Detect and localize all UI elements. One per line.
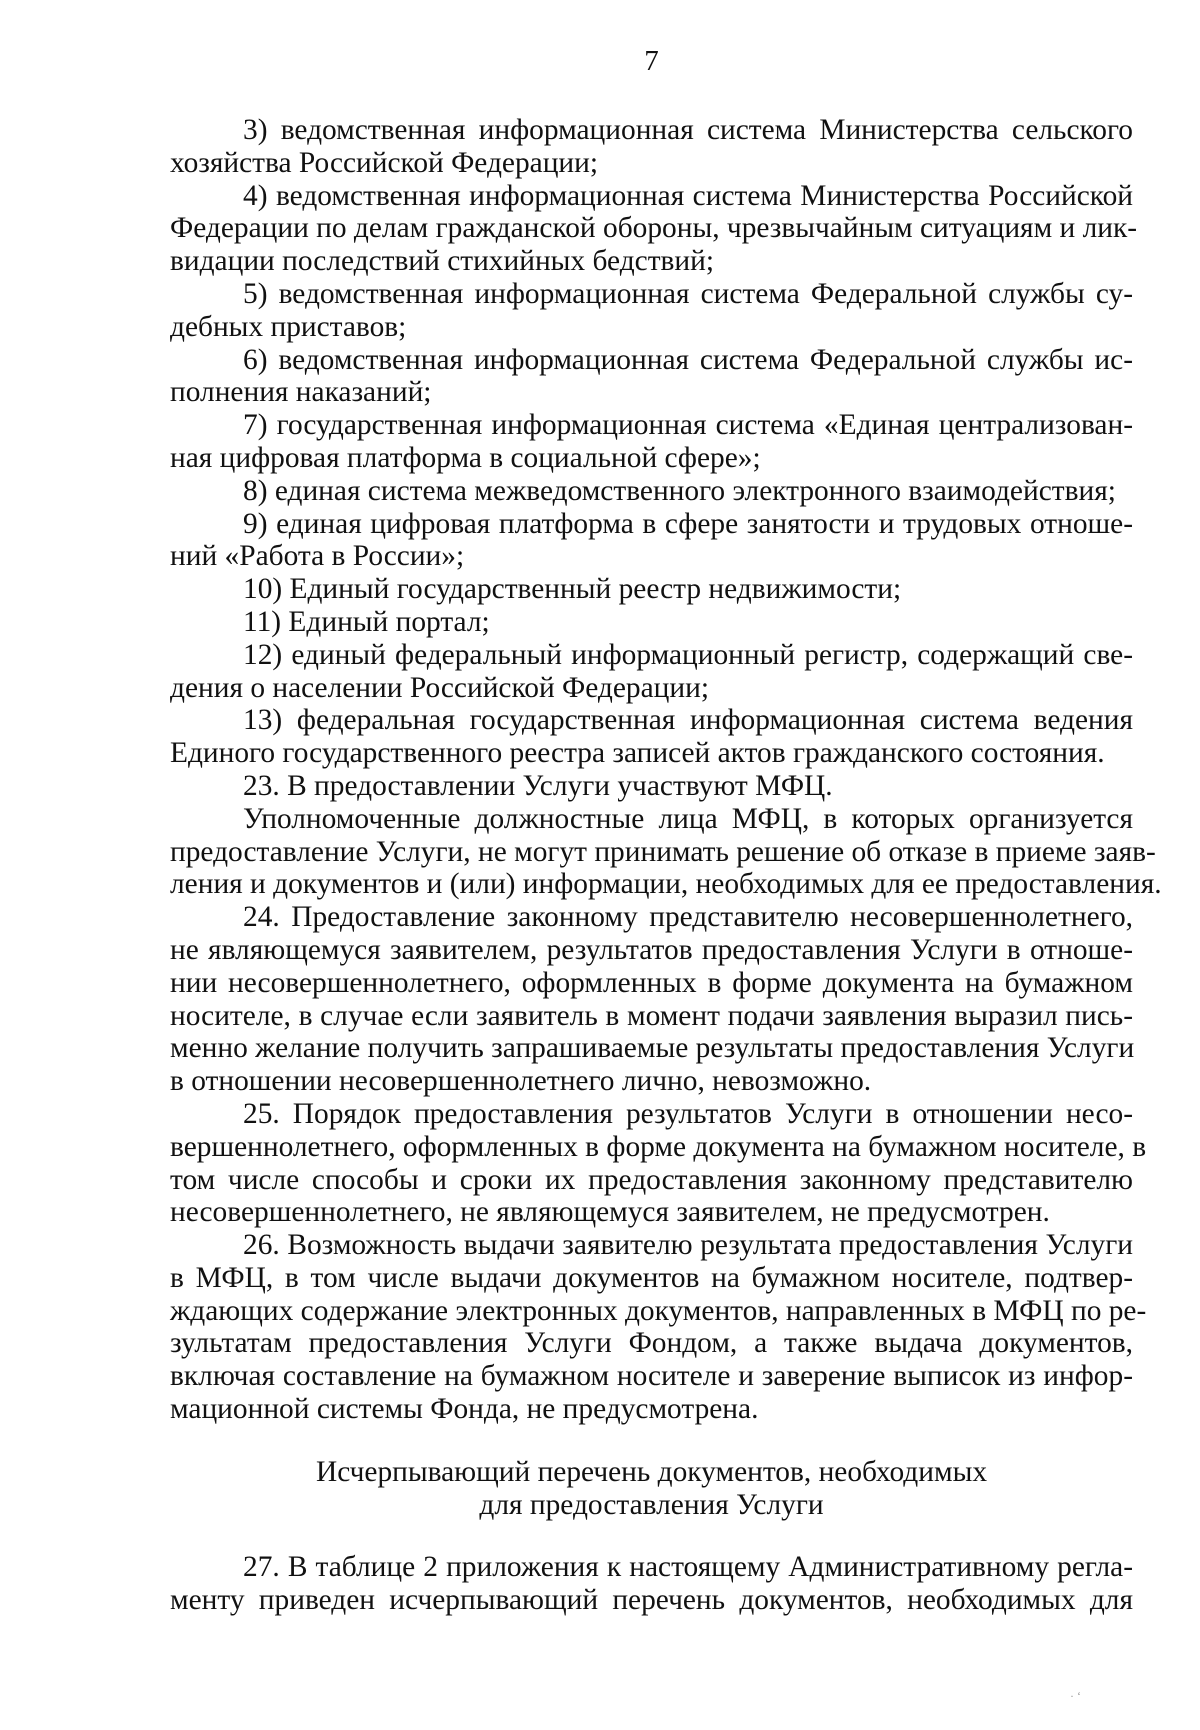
paragraph-clause-25 [170,1097,1147,1229]
paragraph-line: носителе, в случае если заявитель в момент подачи заявления выразил пись- [170,999,1133,1032]
paragraph-line: том числе способы и сроки их предоставления законному представителю [170,1163,1133,1196]
paragraph-clause-26 [170,1229,1147,1426]
paragraph-item-5 [170,278,1133,344]
paragraph-list [170,114,1162,1426]
paragraph-line: в отношении несовершеннолетнего лично, невозможно. [170,1065,872,1098]
document-page [170,0,1162,1730]
paragraph-line: 5) ведомственная информационная система Федеральной службы су- [243,277,1133,310]
paragraph-line: Федерации по делам гражданской обороны, чрезвычайным ситуациям и лик- [170,212,1138,245]
paragraph-line: видации последствий стихийных бедствий; [170,245,715,278]
scan-artifact: · ‘ [1070,1689,1081,1703]
paragraph-line: 24. Предоставление законному представителю несовершеннолетнего, [243,901,1133,934]
paragraph-line: вершеннолетнего, оформленных в форме документа на бумажном носителе, в [170,1130,1147,1163]
paragraph-line: 9) единая цифровая платформа в сфере занятости и трудовых отноше- [243,507,1133,540]
paragraph-line: Уполномоченные должностные лица МФЦ, в которых организуется [243,802,1133,835]
paragraph-line: не являющемуся заявителем, результатов предоставления Услуги в отноше- [170,933,1133,966]
paragraph-line: 6) ведомственная информационная система Федеральной службы ис- [243,343,1133,376]
paragraph-item-4 [170,179,1138,278]
paragraph-line: мационной системы Фонда, не предусмотрена. [170,1393,759,1426]
paragraph-item-3 [170,114,1133,180]
paragraph-line: 8) единая система межведомственного электронного взаимодействия; [243,474,1116,507]
paragraph-clause-27 [170,1551,1133,1617]
paragraph-line: 11) Единый портал; [243,605,490,638]
paragraph-line: хозяйства Российской Федерации; [170,146,599,179]
paragraph-item-8 [170,475,1133,508]
paragraph-item-11 [170,606,1133,639]
section-heading [170,1456,1133,1522]
paragraph-line: несовершеннолетнего, не являющемуся заявителем, не предусмотрен. [170,1196,1050,1229]
paragraph-line: полнения наказаний; [170,376,432,409]
paragraph-item-10 [170,573,1133,606]
paragraph-line: 26. Возможность выдачи заявителю результата предоставления Услуги [243,1229,1133,1262]
paragraph-item-9 [170,508,1133,574]
paragraph-line: дения о населении Российской Федерации; [170,671,709,704]
paragraph-clause-23-cont [170,802,1162,901]
paragraph-line: 27. В таблице 2 приложения к настоящему Административному регла- [243,1551,1133,1584]
paragraph-line: дебных приставов; [170,310,407,343]
paragraph-line: 12) единый федеральный информационный регистр, содержащий све- [243,638,1133,671]
paragraph-line: 3) ведомственная информационная система Министерства сельского [243,114,1133,146]
paragraph-line: 23. В предоставлении Услуги участвуют МФЦ. [243,769,833,802]
paragraph-line: 4) ведомственная информационная система Министерства Российской [243,179,1133,212]
paragraph-line: зультатам предоставления Услуги Фондом, а также выдача документов, [170,1327,1133,1360]
section-heading-line: Исчерпывающий перечень документов, необходимых [315,1455,988,1488]
paragraph-line: 7) государственная информационная система «Единая централизован- [243,409,1133,442]
paragraph-line: ний «Работа в России»; [170,540,465,573]
paragraph-clause-24 [170,901,1133,1098]
section-heading-line: для предоставления Услуги [479,1488,824,1521]
paragraph-line: нии несовершеннолетнего, оформленных в форме документа на бумажном [170,966,1133,999]
paragraph-item-12 [170,639,1133,705]
paragraph-line: 13) федеральная государственная информационная система ведения [243,704,1133,737]
paragraph-line: 25. Порядок предоставления результатов Услуги в отношении несо- [243,1097,1133,1130]
paragraph-line: ждающих содержание электронных документов, направленных в МФЦ по ре- [170,1294,1147,1327]
page-number: 7 [644,45,659,77]
paragraph-line: 10) Единый государственный реестр недвижимости; [243,573,902,606]
paragraph-item-7 [170,409,1133,475]
paragraph-line: включая составление на бумажном носителе и заверение выписок из инфор- [170,1360,1133,1393]
document-body [170,114,1162,1617]
paragraph-item-13 [170,704,1133,770]
paragraph-list-after-heading [170,1551,1133,1617]
paragraph-line: предоставление Услуги, не могут принимать решение об отказе в приеме заяв- [170,835,1156,868]
paragraph-line: менту приведен исчерпывающий перечень документов, необходимых для [170,1584,1133,1617]
paragraph-item-6 [170,344,1133,410]
paragraph-line: менно желание получить запрашиваемые результаты предоставления Услуги [170,1032,1135,1065]
paragraph-line: ная цифровая платформа в социальной сфере»; [170,441,761,474]
paragraph-clause-23 [170,770,1133,803]
paragraph-line: ления и документов и (или) информации, необходимых для ее предоставления. [170,868,1162,901]
paragraph-line: Единого государственного реестра записей актов гражданского состояния. [170,737,1105,770]
paragraph-line: в МФЦ, в том числе выдачи документов на бумажном носителе, подтвер- [170,1261,1133,1294]
